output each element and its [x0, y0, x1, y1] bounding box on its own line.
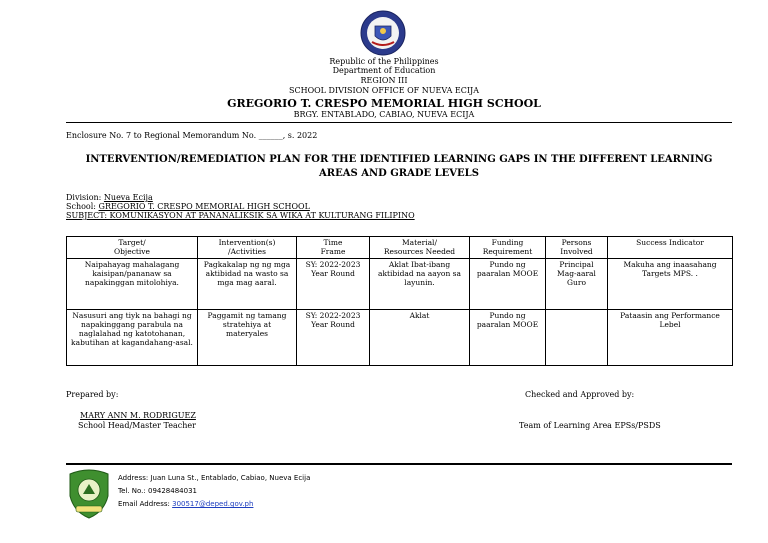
header-divider	[66, 122, 732, 123]
col-header-target: Target/ Objective	[67, 237, 198, 259]
division-value: Nueva Ecija	[103, 193, 153, 202]
prepared-by-label: Prepared by:	[66, 390, 119, 399]
deped-seal-logo	[360, 10, 406, 56]
school-logo	[66, 468, 112, 520]
approver-position: Team of Learning Area EPSs/PSDS	[519, 421, 661, 430]
table-cell: Pagkakalap ng ng mga aktibidad na wasto sa mga mag aaral.	[198, 259, 297, 310]
checked-by-label: Checked and Approved by:	[525, 390, 635, 399]
footer-email-label: Email Address:	[118, 500, 173, 508]
footer-address: Address: Juan Luna St., Entablado, Cabiao, Nueva Ecija	[118, 474, 311, 482]
col-header-success: Success Indicator	[608, 237, 733, 259]
footer-email-line	[118, 498, 253, 510]
division-label: Division:	[66, 193, 104, 202]
document-title	[66, 153, 732, 181]
table-cell: Pundo ng paaralan MOOE	[470, 259, 546, 310]
school-label: School:	[66, 202, 99, 211]
table-header-row	[67, 237, 733, 259]
col-header-time-frame: Time Frame	[297, 237, 370, 259]
preparer-name: MARY ANN M. RODRIGUEZ	[80, 411, 196, 420]
preparer-position: School Head/Master Teacher	[78, 421, 196, 430]
school-value: GREGORIO T. CRESPO MEMORIAL HIGH SCHOOL	[98, 202, 310, 211]
school-name: GREGORIO T. CRESPO MEMORIAL HIGH SCHOOL	[227, 97, 541, 110]
table-cell: Pataasin ang Performance Lebel	[608, 310, 733, 366]
table-row	[67, 310, 733, 366]
title-line-2: AREAS AND GRADE LEVELS	[319, 168, 479, 179]
table-cell: Principal Mag-aaral Guro	[546, 259, 608, 310]
col-header-materials: Material/ Resources Needed	[370, 237, 470, 259]
header-division-office: SCHOOL DIVISION OFFICE OF NUEVA ECIJA	[288, 86, 480, 95]
subject-line: SUBJECT: KOMUNIKASYON AT PANANALIKSIK SA WIKA AT KULTURANG FILIPINO	[66, 211, 415, 220]
footer-email-link[interactable]: 300517@deped.gov.ph	[172, 500, 254, 508]
table-cell: Makuha ang inaasahang Targets MPS. .	[608, 259, 733, 310]
header-department: Department of Education	[332, 66, 436, 75]
table-cell: Aklat Ibat-ibang aktibidad na aayon sa layunin.	[370, 259, 470, 310]
footer-divider	[66, 463, 732, 465]
title-line-1: INTERVENTION/REMEDIATION PLAN FOR THE IDENTIFIED LEARNING GAPS IN THE DIFFERENT LEARNING	[85, 154, 713, 165]
division-line	[66, 193, 153, 202]
enclosure-note: Enclosure No. 7 to Regional Memorandum No. ______, s. 2022	[66, 131, 318, 140]
school-address: BRGY. ENTABLADO, CABIAO, NUEVA ECIJA	[293, 110, 475, 119]
table-row	[67, 259, 733, 310]
table-cell: Pundo ng paaralan MOOE	[470, 310, 546, 366]
table-cell: Paggamit ng tamang stratehiya at materyales	[198, 310, 297, 366]
school-line	[66, 202, 310, 211]
table-cell: SY: 2022-2023 Year Round	[297, 310, 370, 366]
col-header-intervention: Intervention(s) /Activities	[198, 237, 297, 259]
header-region: REGION III	[360, 76, 408, 85]
table-cell: Naipahayag mahalagang kaisipan/pananaw sa napakinggan mitolohiya.	[67, 259, 198, 310]
header-country: Republic of the Philippines	[329, 57, 439, 66]
col-header-persons: Persons Involved	[546, 237, 608, 259]
table-cell: SY: 2022-2023 Year Round	[297, 259, 370, 310]
table-cell: Nasusuri ang tiyk na bahagi ng napakinggang parabula na naglalahad ng katotohanan, kabutihan at kagandahang-asal.	[67, 310, 198, 366]
table-cell: Aklat	[370, 310, 470, 366]
col-header-funding: Funding Requirement	[470, 237, 546, 259]
intervention-plan-table	[66, 236, 733, 366]
footer-telephone: Tel. No.: 09428484031	[118, 487, 197, 495]
table-cell	[546, 310, 608, 366]
